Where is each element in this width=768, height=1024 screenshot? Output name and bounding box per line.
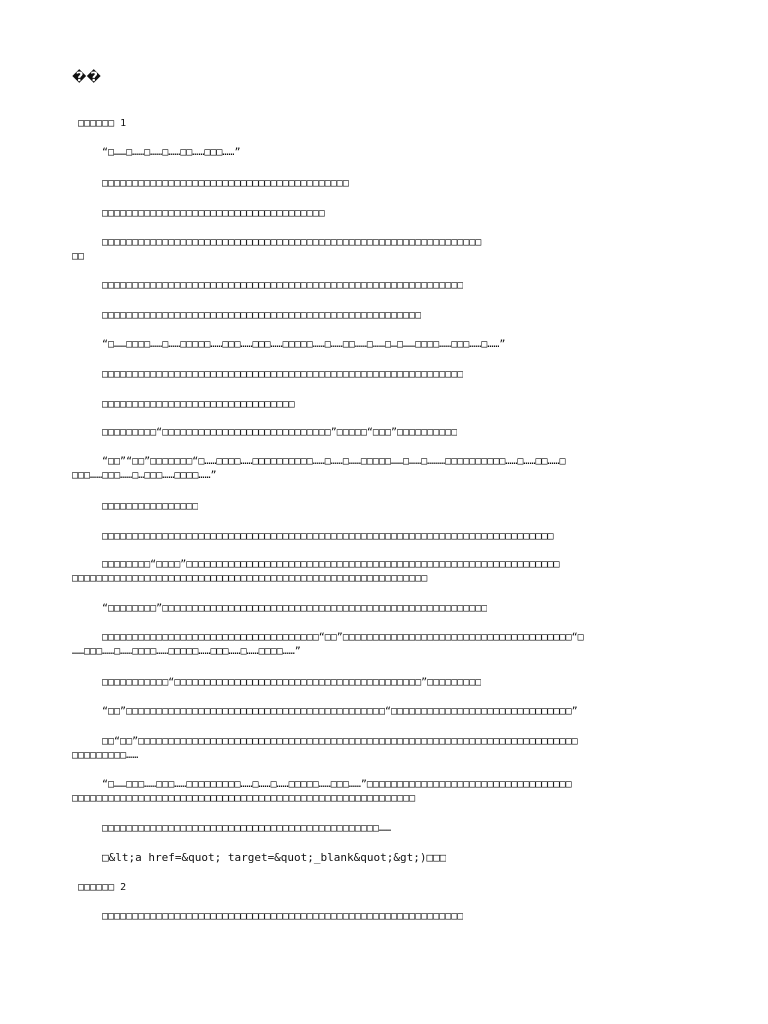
paragraph-line: □□□□□□□□□□□□□□□□□□□□□□□□□□□□□□□□□□□□□□□□□□□□□□□□□□□□□ — [102, 310, 422, 321]
paragraph-continuation: □□ — [72, 251, 85, 262]
paragraph-line: □□□□□□□□“□□□□”□□□□□□□□□□□□□□□□□□□□□□□□□□□□□□□□□□□□□□□□□□□□□□□□□□□□□□□□□□□□□□ — [102, 559, 560, 570]
paragraph-continuation: □□□……□□□……□…□□□……□□□□……” — [72, 470, 217, 481]
paragraph-line: □□□□□□□□□□□□□□□□□□□□□□□□□□□□□□□□□□□□□□□□□□□□□□…… — [102, 823, 391, 834]
paragraph-line: “□……□……□……□……□□……□□□……” — [102, 147, 241, 158]
paragraph-line: □□□□□□□□□□□□□□□□□□□□□□□□□□□□□□□□ — [102, 399, 295, 410]
paragraph-line: □□□□□□□□□□□□□□□□ — [102, 501, 199, 512]
html-source-line: □&lt;a href=&quot; target=&quot;_blank&quot;&gt;)□□□ — [102, 851, 447, 864]
paragraph-line: □□□□□□□□□□□□□□□□□□□□□□□□□□□□□□□□□□□□□□□□□□□□□□□□□□□□□□□□□□□□□□□ — [102, 237, 482, 248]
paragraph-line: □□□□□□□□□□□□□□□□□□□□□□□□□□□□□□□□□□□□□□□□□□□□□□□□□□□□□□□□□□□□ — [102, 369, 464, 380]
section-heading-2: □□□□□□ 2 — [78, 882, 127, 893]
document-title: �� — [72, 70, 101, 85]
paragraph-line: □□□□□□□□□□□“□□□□□□□□□□□□□□□□□□□□□□□□□□□□□□□□□□□□□□□□□”□□□□□□□□□ — [102, 677, 482, 688]
paragraph-line: □□“□□”□□□□□□□□□□□□□□□□□□□□□□□□□□□□□□□□□□□□□□□□□□□□□□□□□□□□□□□□□□□□□□□□□□□□□□□□□ — [102, 736, 578, 747]
paragraph-line: □□□□□□□□□□□□□□□□□□□□□□□□□□□□□□□□□□□□□□□□□□□□□□□□□□□□□□□□□□□□ — [102, 911, 464, 922]
paragraph-line: □□□□□□□□□□□□□□□□□□□□□□□□□□□□□□□□□□□□“□□”□□□□□□□□□□□□□□□□□□□□□□□□□□□□□□□□□□□□□□“□ — [102, 632, 584, 643]
paragraph-line: □□□□□□□□□“□□□□□□□□□□□□□□□□□□□□□□□□□□□□”□□□□□“□□□”□□□□□□□□□□ — [102, 427, 458, 438]
paragraph-line: □□□□□□□□□□□□□□□□□□□□□□□□□□□□□□□□□□□□□□□□□□□□□□□□□□□□□□□□□□□□ — [102, 280, 464, 291]
paragraph-continuation: □□□□□□□□□…… — [72, 750, 139, 761]
paragraph-line: □□□□□□□□□□□□□□□□□□□□□□□□□□□□□□□□□□□□□ — [102, 208, 325, 219]
paragraph-line: “□□”“□□”□□□□□□□“□……□□□□……□□□□□□□□□□……□……□……□□□□□……□……□………□□□□□□□□□□……□……□□……□ — [102, 456, 566, 467]
paragraph-line: “□……□□□……□□□……□□□□□□□□□……□……□……□□□□□……□□□……”□□□□□□□□□□□□□□□□□□□□□□□□□□□□□□□□□□ — [102, 779, 572, 790]
paragraph-line: “□□□□□□□□”□□□□□□□□□□□□□□□□□□□□□□□□□□□□□□□□□□□□□□□□□□□□□□□□□□□□□□ — [102, 603, 488, 614]
paragraph-line: “□□”□□□□□□□□□□□□□□□□□□□□□□□□□□□□□□□□□□□□□□□□□□□“□□□□□□□□□□□□□□□□□□□□□□□□□□□□□□” — [102, 706, 578, 717]
paragraph-continuation: □□□□□□□□□□□□□□□□□□□□□□□□□□□□□□□□□□□□□□□□□□□□□□□□□□□□□□□□□□□ — [72, 573, 428, 584]
paragraph-continuation: □□□□□□□□□□□□□□□□□□□□□□□□□□□□□□□□□□□□□□□□□□□□□□□□□□□□□□□□□ — [72, 793, 416, 804]
section-heading-1: □□□□□□ 1 — [78, 118, 127, 129]
paragraph-line: □□□□□□□□□□□□□□□□□□□□□□□□□□□□□□□□□□□□□□□□□□□□□□□□□□□□□□□□□□□□□□□□□□□□□□□□□□□ — [102, 531, 554, 542]
paragraph-line: “□……□□□□……□……□□□□□……□□□……□□□……□□□□□……□……□□……□……□…□……□□□□……□□□……□……” — [102, 339, 506, 350]
paragraph-line: □□□□□□□□□□□□□□□□□□□□□□□□□□□□□□□□□□□□□□□□□ — [102, 178, 349, 189]
paragraph-continuation: ……□□□……□……□□□□……□□□□□……□□□……□……□□□□……” — [72, 646, 301, 657]
